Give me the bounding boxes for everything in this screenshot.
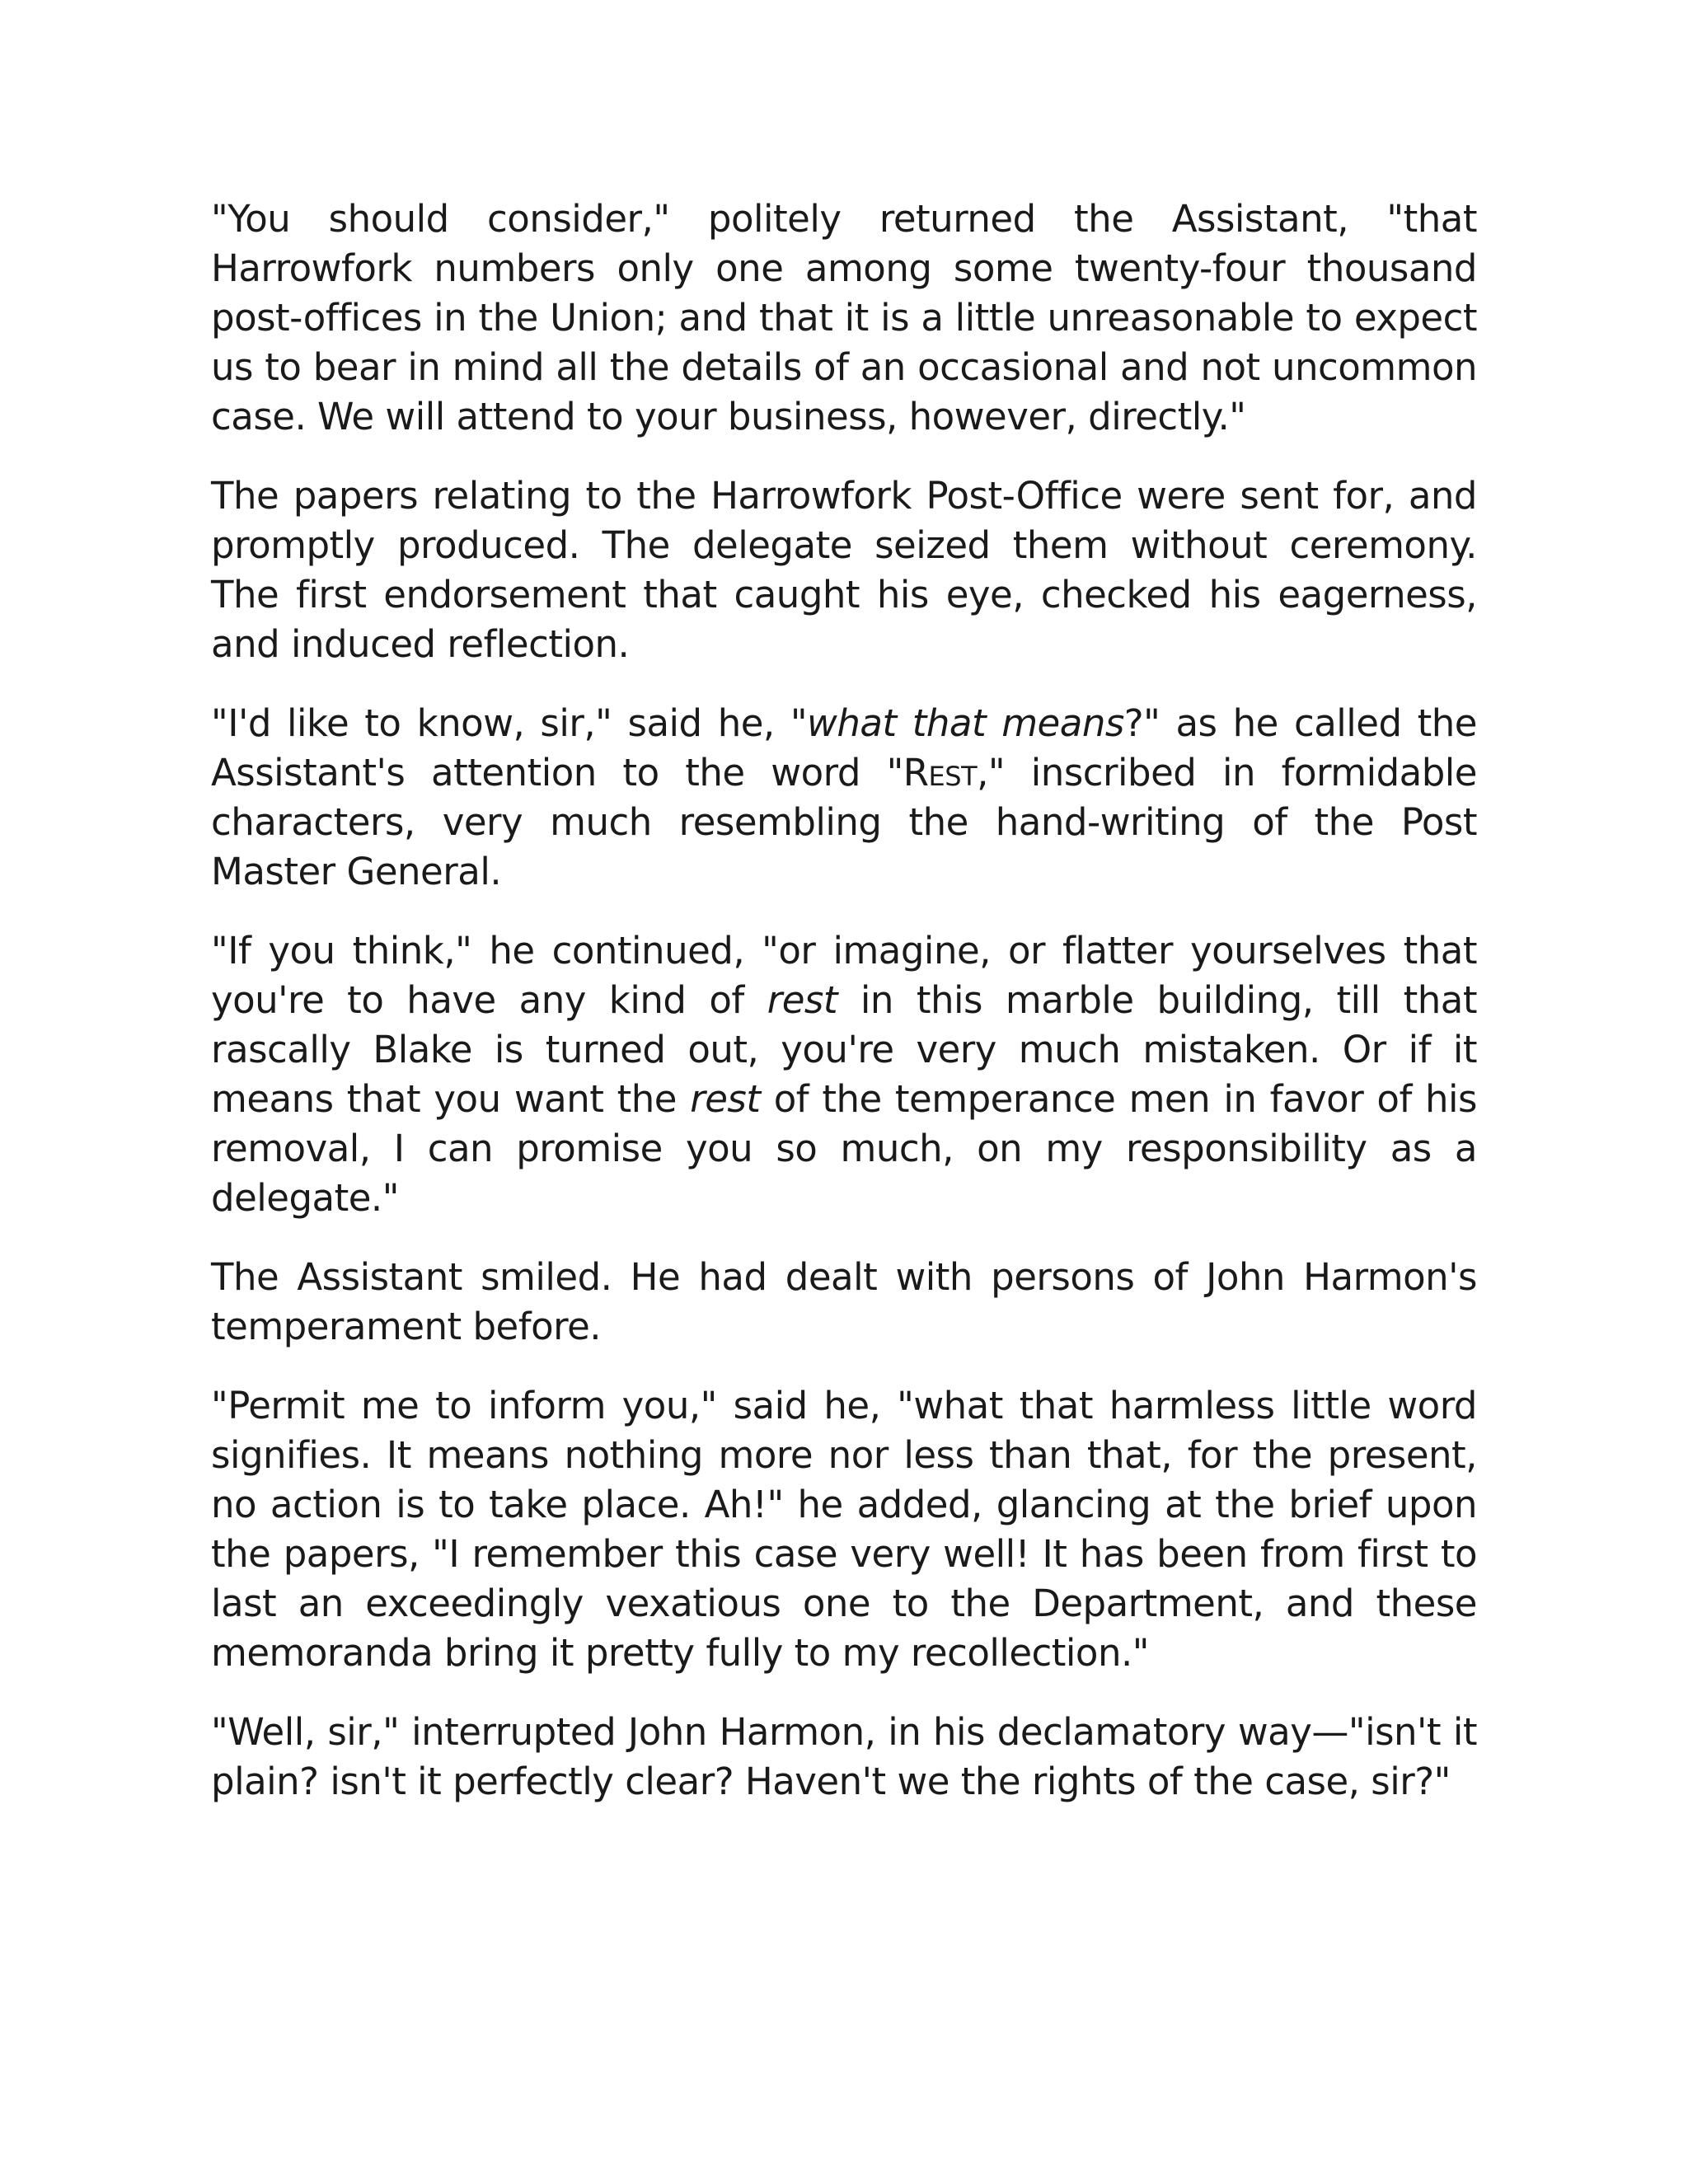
paragraph-text: "I'd like to know, sir," said he, " [211, 701, 808, 745]
italic-word: rest [767, 978, 837, 1022]
smallcaps-word: Rest [903, 751, 978, 794]
paragraph-7 [211, 1708, 1477, 1807]
paragraph-text: The Assistant smiled. He had dealt with persons of John Harmon's temperament before. [211, 1255, 1477, 1348]
paragraph-2 [211, 471, 1477, 669]
paragraph-text: "You should consider," politely returned the Assistant, "that Harrowfork numbers only one among some twenty-four thousand post-offices in the Union; and that it is a little unreasonable to expect us to bear in mind all the details of an occasional and not uncommon case. We will attend to your business, however, directly." [211, 197, 1477, 438]
paragraph-6 [211, 1381, 1477, 1678]
paragraph-text: ," inscribed in formidable characters, very much resembling the hand-writing of the Post Master General. [211, 751, 1477, 893]
document-page [211, 194, 1477, 1836]
paragraph-1 [211, 194, 1477, 442]
paragraph-5 [211, 1253, 1477, 1352]
paragraph-text: in this marble building, till that rascally Blake is turned out, you're very much mistaken. Or if it means that you want the [211, 978, 1477, 1121]
paragraph-text: The papers relating to the Harrowfork Post-Office were sent for, and promptly produced. The delegate seized them without ceremony. The first endorsement that caught his eye, checked his eagerness, and induced reflection. [211, 474, 1477, 666]
paragraph-text: of the temperance men in favor of his removal, I can promise you so much, on my responsibility as a delegate." [211, 1077, 1478, 1220]
paragraph-text: ?" as he called the Assistant's attention to the word " [211, 701, 1477, 794]
italic-word: rest [690, 1077, 761, 1121]
paragraph-text: "Well, sir," interrupted John Harmon, in his declamatory way—"isn't it plain? isn't it perfectly clear? Haven't we the rights of the case, sir?" [211, 1710, 1477, 1803]
paragraph-3 [211, 699, 1477, 897]
paragraph-4 [211, 926, 1477, 1223]
paragraph-text: "If you think," he continued, "or imagine, or flatter yourselves that you're to have any kind of [211, 929, 1477, 1022]
paragraph-text: "Permit me to inform you," said he, "what that harmless little word signifies. It means nothing more nor less than that, for the present, no action is to take place. Ah!" he added, glancing at the brief upon the papers, "I remember this case very well! It has been from first to last an exceedingly vexatious one to the Department, and these memoranda bring it pretty fully to my recollection." [211, 1384, 1477, 1675]
italic-phrase: what that means [807, 701, 1124, 745]
